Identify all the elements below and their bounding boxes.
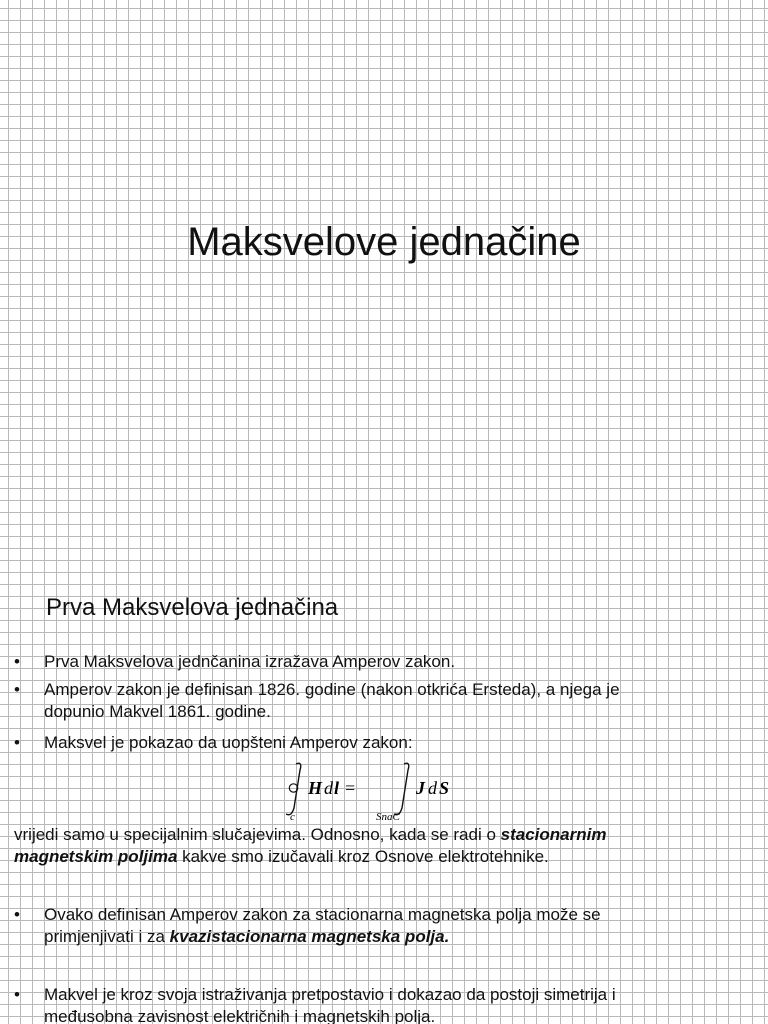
paragraph-text: kakve smo izučavali kroz Osnove elektrotehnike. bbox=[177, 847, 549, 866]
bullet-text-part: primjenjivati i za bbox=[44, 927, 170, 946]
contour-integral-circle bbox=[289, 784, 297, 792]
emphasis-text: magnetskim poljima bbox=[14, 847, 178, 866]
eq-equals: = bbox=[345, 778, 356, 798]
bullet-text-line bbox=[44, 926, 754, 948]
emphasis-text: kvazistacionarna magnetska polja. bbox=[169, 927, 450, 946]
bullet-text: Prva Maksvelova jednčanina izražava Amperov zakon. bbox=[44, 652, 456, 671]
section-heading: Prva Maksvelova jednačina bbox=[46, 594, 339, 621]
slide-title: Maksvelove jednačine bbox=[187, 220, 581, 264]
contour-integral-sign bbox=[286, 763, 301, 815]
emphasis-text: stacionarnim bbox=[500, 825, 607, 844]
eq-lhs-d: d bbox=[324, 778, 333, 798]
bullet-text-line: Makvel je kroz svoja istraživanja pretpostavio i dokazao da postoji simetrija i bbox=[44, 985, 616, 1004]
paragraph-line bbox=[14, 824, 754, 846]
bullet-text-line: međusobna zavisnost električnih i magnetskih polja. bbox=[44, 1007, 436, 1024]
eq-rhs-d: d bbox=[428, 778, 437, 798]
ampere-law-equation bbox=[280, 758, 480, 822]
paragraph-stationary-fields bbox=[14, 824, 754, 868]
bullet-dot: • bbox=[14, 985, 20, 1004]
bullet-item-2 bbox=[14, 679, 754, 723]
bullet-dot: • bbox=[14, 680, 20, 699]
eq-lower-rhs: SnaC bbox=[376, 811, 400, 822]
bullet-text-line: Ovako definisan Amperov zakon za stacionarna magnetska polja može se bbox=[44, 905, 601, 924]
eq-lhs-vector: H bbox=[308, 778, 323, 798]
eq-rhs-vector-j: J bbox=[416, 778, 425, 798]
eq-lower-lhs: c bbox=[290, 811, 295, 822]
eq-rhs-vector-s: S bbox=[439, 778, 450, 798]
bullet-text-line: Amperov zakon je definisan 1826. godine (nakon otkrića Ersteda), a njega je bbox=[44, 680, 620, 699]
bullet-dot: • bbox=[14, 733, 20, 752]
paragraph-text: vrijedi samo u specijalnim slučajevima. Odnosno, kada se radi o bbox=[14, 825, 501, 844]
bullet-item-5 bbox=[14, 984, 754, 1024]
bullet-dot: • bbox=[14, 905, 20, 924]
paragraph-line bbox=[14, 846, 754, 868]
eq-lhs-l: l bbox=[334, 778, 340, 798]
bullet-text bbox=[44, 904, 754, 948]
bullet-item-4 bbox=[14, 904, 754, 948]
bullet-text: Maksvel je pokazao da uopšteni Amperov zakon: bbox=[44, 733, 413, 752]
bullet-text bbox=[44, 984, 754, 1024]
bullet-dot: • bbox=[14, 652, 20, 671]
bullet-text bbox=[44, 679, 754, 723]
surface-integral-sign bbox=[394, 763, 409, 815]
bullet-text-line: dopunio Makvel 1861. godine. bbox=[44, 702, 271, 721]
